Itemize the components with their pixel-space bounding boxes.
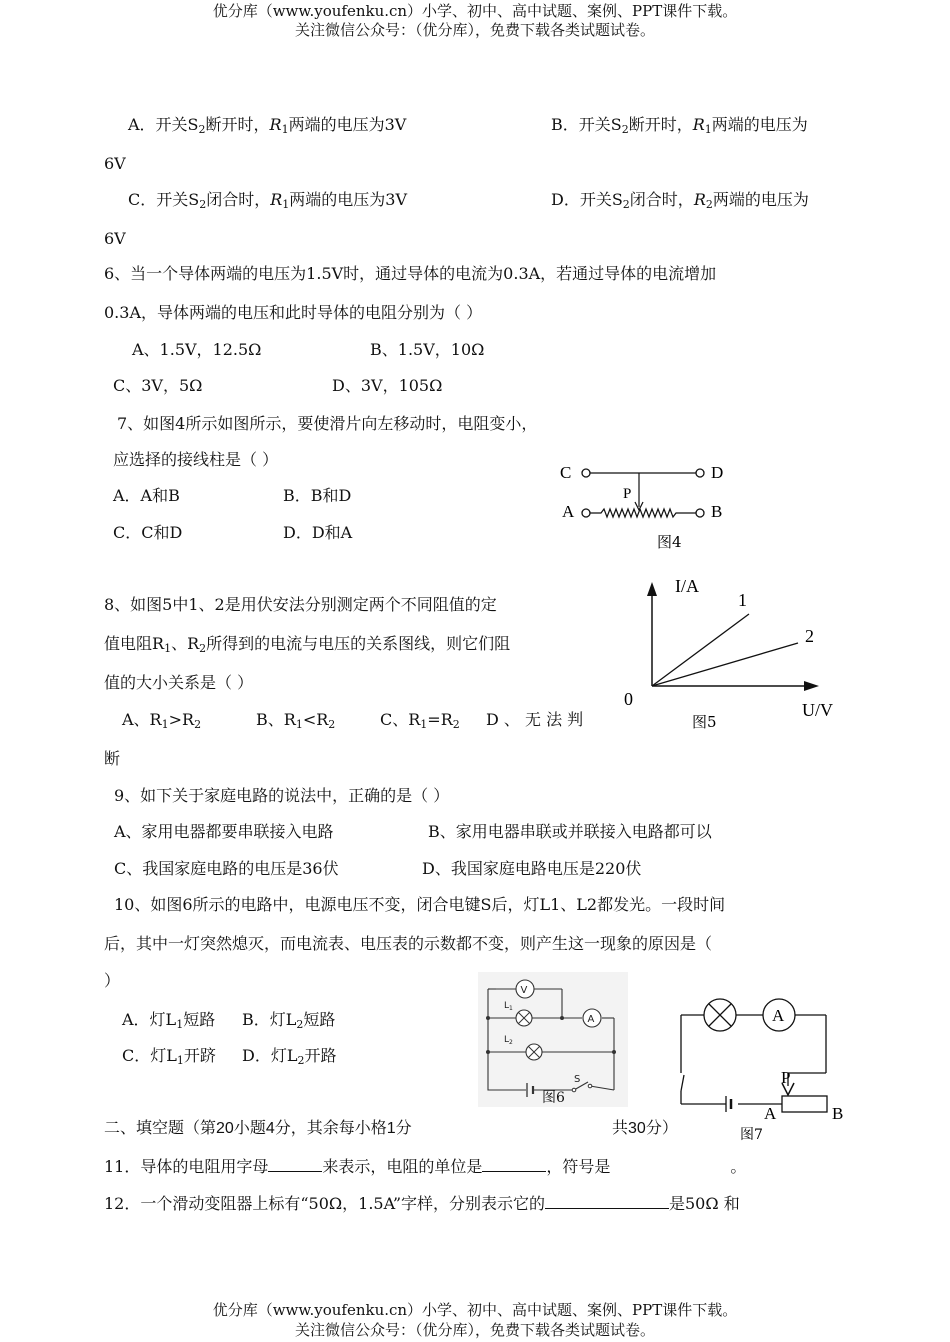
terminal-c-label: C [560,463,572,482]
junction-b [560,1016,564,1020]
terminal-a-label: A [764,1104,777,1123]
section-2-title: 二、填空题（第20小题4分，其余每小格1分 [104,1118,412,1137]
q12: 12．一个滑动变阻器上标有“50Ω，1.5A”字样，分别表示它的 是50Ω 和 [104,1194,740,1213]
q10-stem-2: 后，其中一灯突然熄灭，而电流表、电压表的示数都不变，则产生这一现象的原因是（ [104,934,713,953]
junction-e [612,1050,616,1054]
q11: 11．导体的电阻用字母 来表示，电阻的单位是 ，符号是 。 [104,1157,747,1176]
q9-option-a: A、家用电器都要串联接入电路 [114,822,334,841]
terminal-a [582,509,590,517]
figure-6-background [478,972,628,1107]
junction-d [486,1050,490,1054]
line-2 [652,643,798,686]
header-line-2: 关注微信公众号：（优分库），免费下载各类试题试卷。 [294,21,655,39]
voltmeter-label: V [520,985,528,996]
q8-stem-2: 值电阻$R_1$、$R_2$所得到的电流与电压的关系图线，则它们阻 [104,634,511,655]
q12-blank[interactable] [545,1192,669,1209]
q8-option-a: A、$R_1>R_2$ [122,710,202,731]
q7-stem-1: 7、如图4所示如图所示，要使滑片向左移动时，电阻变小， [117,414,538,433]
q9-option-b: B、家用电器串联或并联接入电路都可以 [428,822,712,841]
q6-option-a: A、1.5V，12.5Ω [132,340,262,359]
q10-option-a: A．灯$L_1$短路 [122,1010,216,1031]
slider-p-label: P [781,1068,791,1087]
q7-option-a: A．A和B [113,486,180,505]
origin-label: 0 [624,689,633,709]
terminal-b-label: B [711,502,723,521]
line-2-label: 2 [805,626,814,646]
terminal-c [582,469,590,477]
q6-option-c: C、3V，5Ω [113,376,203,395]
q8-stem-3: 值的大小关系是（ ） [104,673,254,692]
q5-option-d-wrap: 6V [104,229,126,248]
q6-stem-2: 0.3A，导体两端的电压和此时导体的电阻分别为（ ） [104,303,483,322]
q8-option-b: B、$R_1<R_2$ [256,710,336,731]
slider-p-label: P [623,486,632,502]
line-1 [652,614,749,686]
q6-option-b: B、1.5V，10Ω [370,340,485,359]
terminal-a-label: A [562,502,575,521]
q5-option-c: C．开关$S_2$闭合时，$R_1$两端的电压为3V [128,190,408,211]
switch-blade [681,1075,684,1091]
figure-7-caption: 图7 [740,1127,763,1143]
q7-option-d: D．D和A [283,523,353,542]
footer-line-1: 优分库（www.youfenku.cn）小学、初中、高中试题、案例、PPT课件下载。 [212,1301,738,1319]
q5-option-a: A．开关$S_2$断开时，$R_1$两端的电压为3V [128,115,407,136]
figure-6-circuit [478,972,628,1107]
switch-label: S [574,1074,581,1085]
q7-stem-2: 应选择的接线柱是（ ） [113,450,279,469]
resistance-coil [590,509,696,517]
q5-option-b: B．开关$S_2$断开时，$R_1$两端的电压为 [551,115,808,136]
q8-stem-1: 8、如图5中1、2是用伏安法分别测定两个不同阻值的定 [104,595,497,614]
ammeter-label: A [772,1006,785,1025]
q7-option-c: C．C和D [113,523,183,542]
q8-option-c: C、$R_1=R_2$ [380,710,460,731]
x-axis-arrow [804,681,819,691]
q8-option-d: D 、 无 法 判 [486,710,584,729]
junction-c [486,1016,490,1020]
q5-option-b-wrap: 6V [104,154,126,173]
l1-label: $L_1$ [504,1001,513,1012]
q10-stem-3: ） [104,971,121,990]
footer-line-2: 关注微信公众号：（优分库），免费下载各类试题试卷。 [294,1321,655,1339]
q9-stem: 9、如下关于家庭电路的说法中，正确的是（ ） [114,786,450,805]
q10-stem-1: 10、如图6所示的电路中，电源电压不变，闭合电键S后，灯L1、L2都发光。一段时间 [114,895,726,914]
figure-4-caption: 图4 [657,533,682,551]
header-line-1: 优分库（www.youfenku.cn）小学、初中、高中试题、案例、PPT课件下载。 [212,2,738,20]
y-axis-label: I/A [675,576,699,596]
q10-option-b: B．灯$L_2$短路 [242,1010,336,1031]
q6-option-d: D、3V，105Ω [332,376,443,395]
figure-7-circuit [668,995,853,1145]
section-2-total: 共30分） [612,1118,678,1137]
q7-option-b: B．B和D [283,486,352,505]
figure-6-caption: 图6 [542,1090,565,1106]
terminal-d [696,469,704,477]
q10-option-c: C．灯$L_1$开跻 [122,1046,216,1067]
l2-label: $L_2$ [504,1035,513,1046]
y-axis-arrow [647,582,657,596]
figure-4-rheostat [555,458,745,558]
q5-option-d: D．开关$S_2$闭合时，$R_2$两端的电压为 [551,190,809,211]
q10-option-d: D．灯$L_2$开路 [242,1046,337,1067]
q11-blank-unit[interactable] [482,1155,546,1172]
q11-blank-letter[interactable] [268,1155,322,1172]
ammeter-label: A [587,1014,595,1025]
rheostat-body [782,1096,827,1112]
line-1-label: 1 [738,590,747,610]
q6-stem-1: 6、当一个导体两端的电压为1.5V时，通过导体的电流为0.3A，若通过导体的电流增加 [104,264,717,283]
q9-option-d: D、我国家庭电路电压是220伏 [422,859,642,878]
q9-option-c: C、我国家庭电路的电压是36伏 [114,859,339,878]
switch-pivot [572,1088,576,1092]
q8-option-d-wrap: 断 [104,749,121,768]
switch-contact [588,1084,592,1088]
terminal-d-label: D [711,463,724,482]
terminal-b-label: B [832,1104,844,1123]
terminal-b [696,509,704,517]
x-axis-label: U/V [802,700,833,720]
figure-5-iu-graph [610,570,860,735]
figure-5-caption: 图5 [692,713,717,731]
